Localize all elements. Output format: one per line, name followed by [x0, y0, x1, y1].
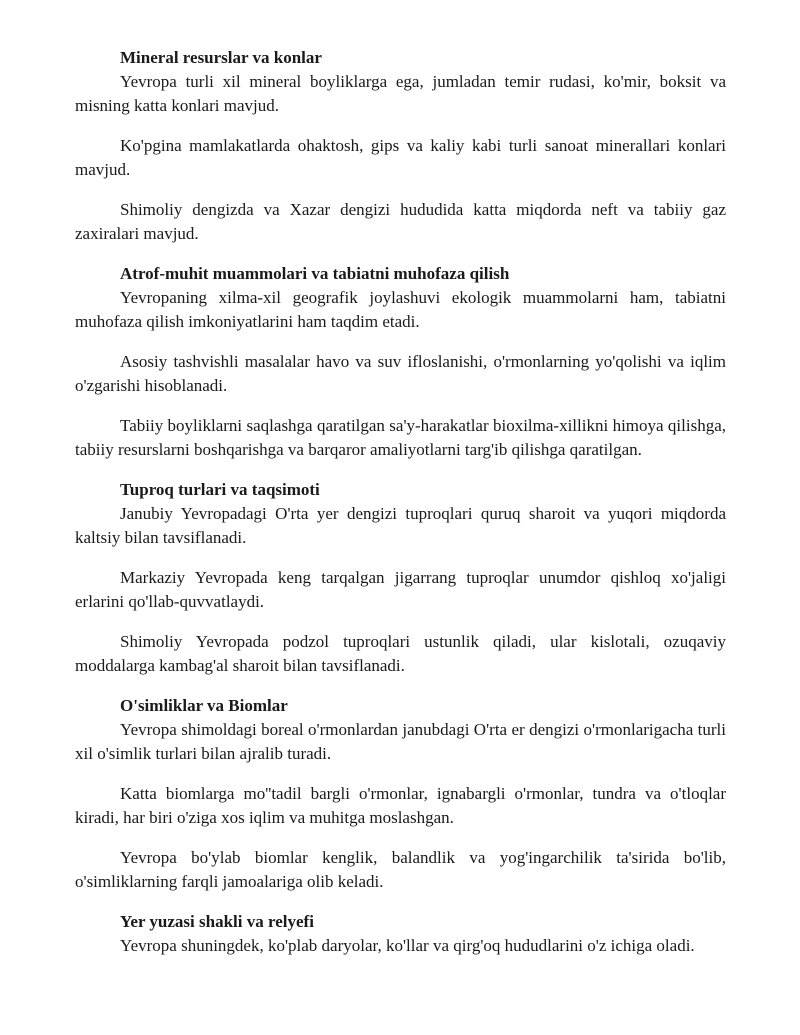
section-heading: Atrof-muhit muammolari va tabiatni muhofaza qilish — [120, 264, 510, 283]
paragraph: Shimoliy Yevropada podzol tuproqlari ustunlik qiladi, ular kislotali, ozuqaviy moddalarga kambag'al sharoit bilan tavsiflanadi. — [75, 632, 726, 675]
paragraph: Asosiy tashvishli masalalar havo va suv ifloslanishi, o'rmonlarning yo'qolishi va iqlim o'zgarishi hisoblanadi. — [75, 352, 726, 395]
section-relief — [75, 910, 726, 958]
paragraph: Katta biomlarga mo''tadil bargli o'rmonlar, ignabargli o'rmonlar, tundra va o'tloqlar kiradi, har biri o'ziga xos iqlim va muhitga moslashgan. — [75, 784, 726, 827]
section-soil-types — [75, 478, 726, 678]
paragraph: Ko'pgina mamlakatlarda ohaktosh, gips va kaliy kabi turli sanoat minerallari konlari mavjud. — [75, 136, 726, 179]
paragraph: Janubiy Yevropadagi O'rta yer dengizi tuproqlari quruq sharoit va yuqori miqdorda kaltsiy bilan tavsiflanadi. — [75, 504, 726, 547]
section-environment — [75, 262, 726, 462]
section-heading: O'simliklar va Biomlar — [120, 696, 288, 715]
paragraph: Yevropa turli xil mineral boyliklarga ega, jumladan temir rudasi, ko'mir, boksit va misning katta konlari mavjud. — [75, 72, 726, 115]
paragraph: Yevropa shimoldagi boreal o'rmonlardan janubdagi O'rta er dengizi o'rmonlarigacha turli xil o'simlik turlari bilan ajralib turadi. — [75, 720, 726, 763]
paragraph: Yevropaning xilma-xil geografik joylashuvi ekologik muammolarni ham, tabiatni muhofaza qilish imkoniyatlarini ham taqdim etadi. — [75, 288, 726, 331]
section-mineral-resources — [75, 46, 726, 246]
section-heading: Yer yuzasi shakli va relyefi — [120, 912, 314, 931]
paragraph: Yevropa shuningdek, ko'plab daryolar, ko'llar va qirg'oq hududlarini o'z ichiga oladi. — [120, 936, 695, 955]
section-vegetation-biomes — [75, 694, 726, 894]
paragraph: Shimoliy dengizda va Xazar dengizi hududida katta miqdorda neft va tabiiy gaz zaxiralari mavjud. — [75, 200, 726, 243]
paragraph: Markaziy Yevropada keng tarqalgan jigarrang tuproqlar unumdor qishloq xo'jaligi erlarini qo'llab-quvvatlaydi. — [75, 568, 726, 611]
document-page — [75, 46, 726, 958]
section-heading: Tuproq turlari va taqsimoti — [120, 480, 320, 499]
paragraph: Tabiiy boyliklarni saqlashga qaratilgan sa'y-harakatlar bioxilma-xillikni himoya qilishga, tabiiy resurslarni boshqarishga va barqaror amaliyotlarni targ'ib qilishga qaratilgan. — [75, 416, 726, 459]
section-heading: Mineral resurslar va konlar — [120, 48, 322, 67]
paragraph: Yevropa bo'ylab biomlar kenglik, balandlik va yog'ingarchilik ta'sirida bo'lib, o'simliklarning farqli jamoalariga olib keladi. — [75, 848, 726, 891]
